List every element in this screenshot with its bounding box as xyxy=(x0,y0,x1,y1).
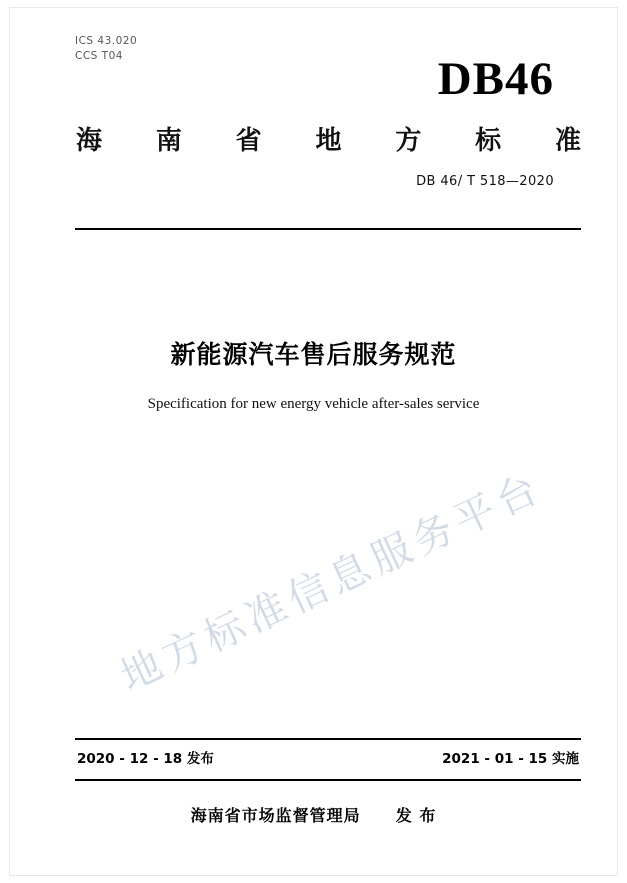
watermark xyxy=(62,464,582,758)
page-title: 新能源汽车售后服务规范 xyxy=(170,340,457,369)
standard-name-char: 标 xyxy=(475,126,502,156)
footer-divider-top xyxy=(75,738,581,740)
ccs-code: CCS T04 xyxy=(75,50,123,63)
issue-date: 2020 - 12 - 18 发布 xyxy=(77,751,214,767)
standard-name-char: 准 xyxy=(554,126,581,156)
standard-name-char: 南 xyxy=(155,126,182,156)
ics-classification-block xyxy=(75,34,137,64)
issuing-authority xyxy=(10,803,617,826)
publication-dates xyxy=(77,747,579,767)
issuing-authority-name: 海南省市场监督管理局 xyxy=(190,806,361,825)
effective-date: 2021 - 01 - 15 实施 xyxy=(442,751,579,767)
standard-cover-sheet xyxy=(10,8,617,875)
ics-code: ICS 43.020 xyxy=(75,35,138,47)
watermark-text: 地方标准信息服务平台 xyxy=(113,464,551,701)
standard-series-logo: DB46 xyxy=(437,53,554,105)
standard-name-char: 省 xyxy=(235,126,262,156)
page-subtitle-english: Specification for new energy vehicle after-sales service xyxy=(147,396,480,412)
header-divider xyxy=(75,228,581,230)
standard-name-char: 海 xyxy=(76,126,103,156)
standard-name-heading xyxy=(76,120,581,157)
standard-name-char: 地 xyxy=(315,126,342,156)
standard-name-char: 方 xyxy=(395,126,422,156)
footer-divider-bottom xyxy=(75,779,581,781)
issuing-authority-suffix: 发 布 xyxy=(395,806,437,825)
standard-number: DB 46/ T 518—2020 xyxy=(416,174,554,189)
